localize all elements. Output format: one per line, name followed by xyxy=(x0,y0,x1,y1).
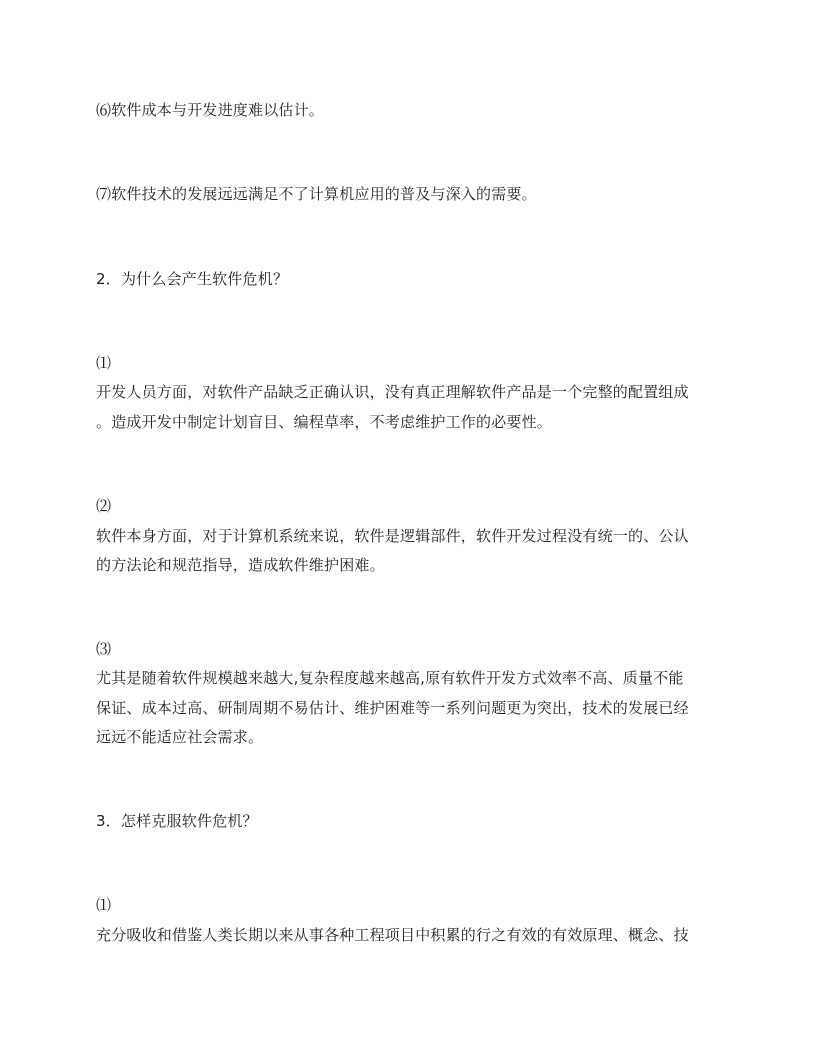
paragraph-line: 远远不能适应社会需求。 xyxy=(96,728,264,746)
paragraph-line: 尤其是随着软件规模越来越大,复杂程度越来越高,原有软件开发方式效率不高、质量不能 xyxy=(96,669,684,687)
paragraph-line: 软件本身方面，对于计算机系统来说，软件是逻辑部件，软件开发过程没有统一的、公认 xyxy=(96,527,689,545)
paragraph-line: 开发人员方面，对软件产品缺乏正确认识，没有真正理解软件产品是一个完整的配置组成 xyxy=(96,383,689,401)
paragraph-line: 充分吸收和借鉴人类长期以来从事各种工程项目中积累的行之有效的有效原理、概念、技 xyxy=(96,926,689,944)
paragraph-line: 。造成开发中制定计划盲目、编程草率，不考虑维护工作的必要性。 xyxy=(96,413,553,431)
list-marker-2: ⑵ xyxy=(96,497,112,515)
section-heading-3: 3．怎样克服软件危机？ xyxy=(96,812,258,830)
paragraph-item-7: ⑺软件技术的发展远远满足不了计算机应用的普及与深入的需要。 xyxy=(96,185,537,203)
paragraph-item-6: ⑹软件成本与开发进度难以估计。 xyxy=(96,101,325,119)
list-marker-3: ⑶ xyxy=(96,640,112,658)
list-marker-1: ⑴ xyxy=(96,354,112,372)
list-marker-1: ⑴ xyxy=(96,896,112,914)
paragraph-line: 保证、成本过高、研制周期不易估计、维护困难等一系列问题更为突出，技术的发展已经 xyxy=(96,699,689,717)
paragraph-line: 的方法论和规范指导，造成软件维护困难。 xyxy=(96,556,385,574)
section-heading-2: 2．为什么会产生软件危机？ xyxy=(96,270,289,288)
